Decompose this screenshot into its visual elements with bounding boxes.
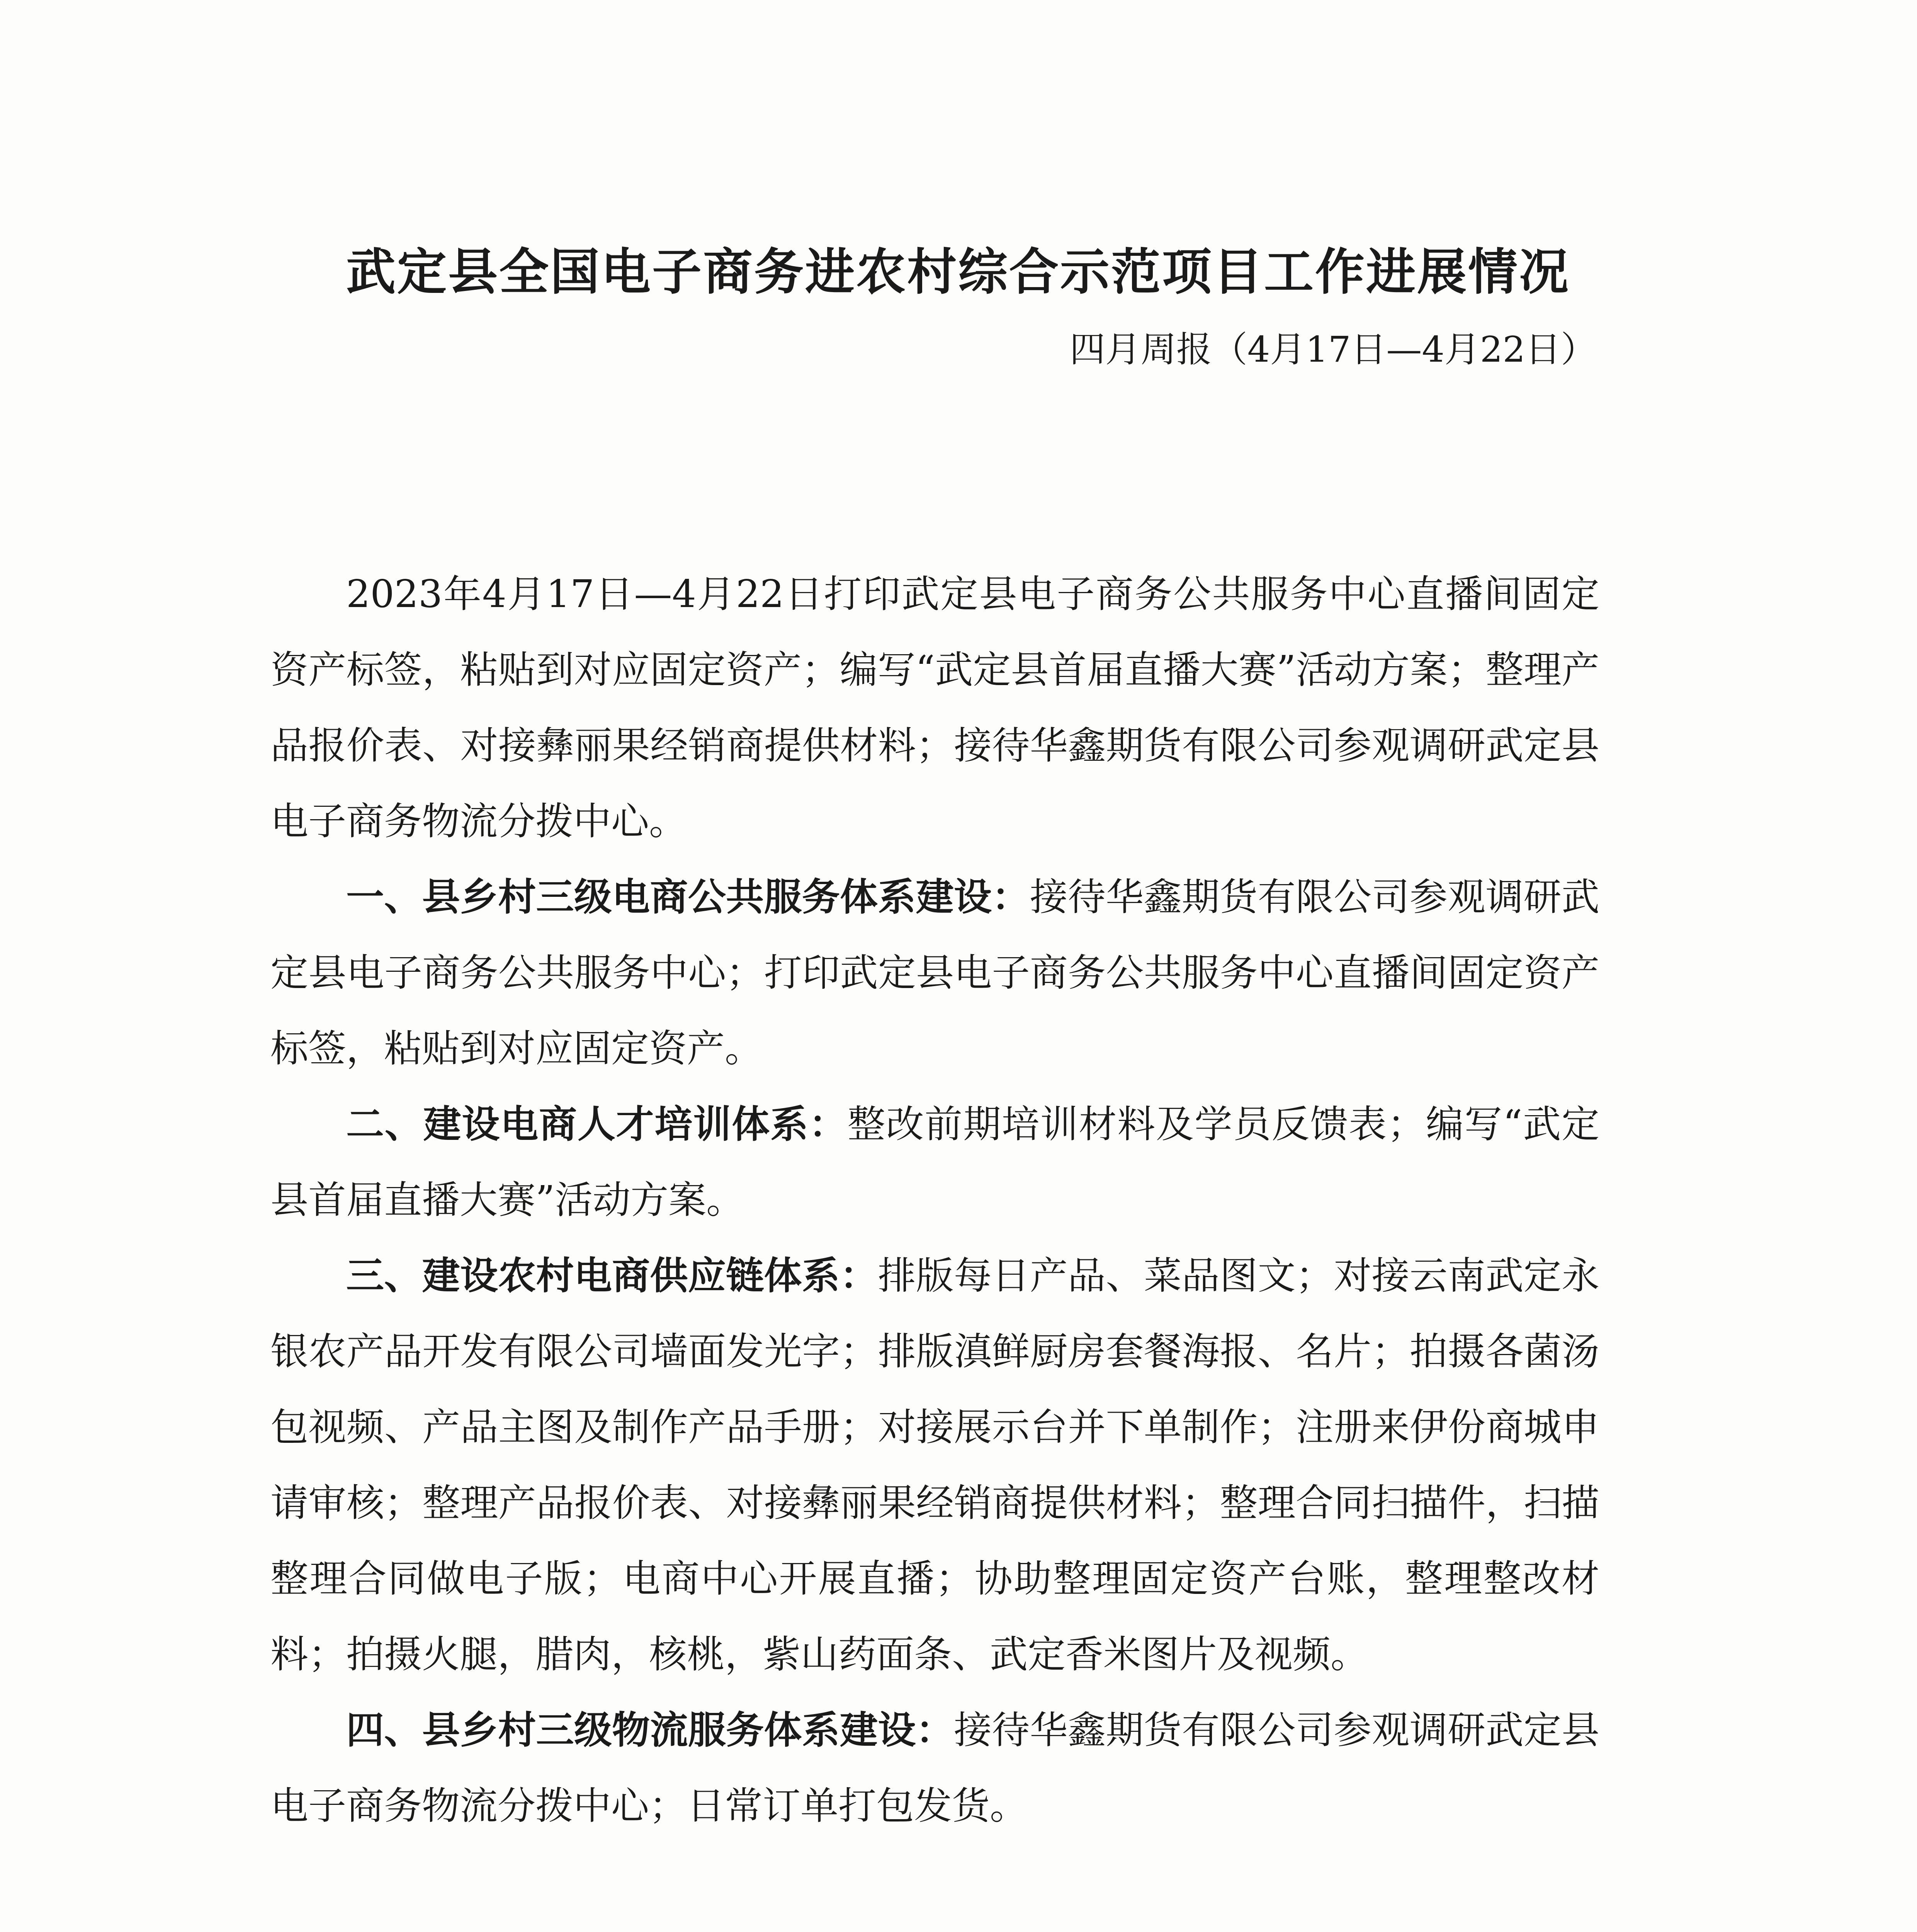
section-body: 整改前期培训材料及学员反馈表；编写“武定县首届直播大赛”活动方案。 xyxy=(270,1102,1599,1222)
document-body xyxy=(270,556,1599,1844)
section-body: 接待华鑫期货有限公司参观调研武定县电子商务物流分拨中心；日常订单打包发货。 xyxy=(270,1708,1599,1828)
section-paragraph xyxy=(270,1087,1599,1238)
section-heading: 三、建设农村电商供应链体系： xyxy=(346,1254,878,1298)
intro-paragraph: 2023年4月17日—4月22日打印武定县电子商务公共服务中心直播间固定资产标签，粘贴到对应固定资产；编写“武定县首届直播大赛”活动方案；整理产品报价表、对接彝丽果经销商提供材料；接待华鑫期货有限公司参观调研武定县电子商务物流分拨中心。 xyxy=(270,572,1599,844)
section-heading: 一、县乡村三级电商公共服务体系建设： xyxy=(346,875,1030,919)
section-heading: 二、建设电商人才培训体系： xyxy=(346,1102,848,1146)
section-body: 接待华鑫期货有限公司参观调研武定县电子商务公共服务中心；打印武定县电子商务公共服务中心直播间固定资产标签，粘贴到对应固定资产。 xyxy=(270,875,1599,1071)
document-title: 武定县全国电子商务进农村综合示范项目工作进展情况 xyxy=(346,243,1570,301)
section-body: 排版每日产品、菜品图文；对接云南武定永银农产品开发有限公司墙面发光字；排版滇鲜厨房套餐海报、名片；拍摄各菌汤包视频、产品主图及制作产品手册；对接展示台并下单制作；注册来伊份商城申请审核；整理产品报价表、对接彝丽果经销商提供材料；整理合同扫描件，扫描整理合同做电子版；电商中心开展直播；协助整理固定资产台账，整理整改材料；拍摄火腿，腊肉，核桃，紫山药面条、武定香米图片及视频。 xyxy=(270,1254,1599,1677)
section-paragraph xyxy=(270,859,1599,1087)
section-paragraph xyxy=(270,1238,1599,1692)
document-subtitle: 四月周报（4月17日—4月22日） xyxy=(1069,329,1596,370)
section-paragraph xyxy=(270,1692,1599,1844)
section-heading: 四、县乡村三级物流服务体系建设： xyxy=(346,1708,954,1752)
